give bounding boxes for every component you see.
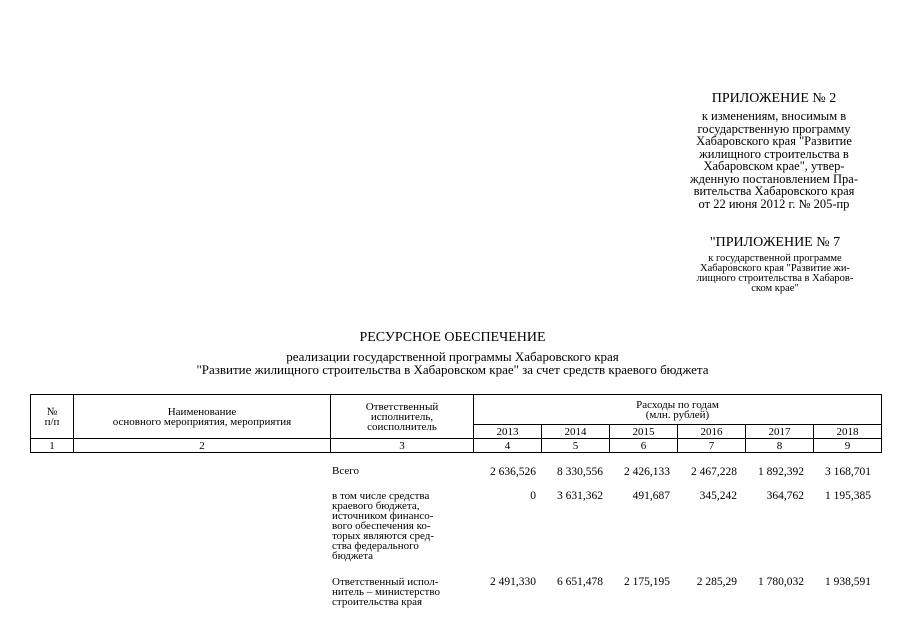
value-2018: 1 938,591 xyxy=(825,576,871,588)
appendix-7-block xyxy=(670,236,880,294)
appendix-2-line: Хабаровском крае", утвер- xyxy=(703,159,845,173)
value-2017: 1 780,032 xyxy=(758,576,804,588)
header-year: 2014 xyxy=(542,425,610,439)
appendix-2-line: жденную постановлением Пра- xyxy=(689,171,858,186)
appendix-7-line: к государственной программе xyxy=(708,253,842,264)
header-col-number: № п/п xyxy=(31,395,74,439)
value-2016: 345,242 xyxy=(699,490,737,502)
appendix-2-heading: ПРИЛОЖЕНИЕ № 2 xyxy=(711,91,837,106)
value-2014: 8 330,556 xyxy=(557,466,603,478)
row-label: в том числе средства краевого бюджета, источником финансо- вого обеспечения ко- торых являются сред- ства федерального бюджета xyxy=(332,490,435,562)
value-2013: 2 491,330 xyxy=(490,576,536,588)
table-row xyxy=(30,489,885,575)
value-2014: 3 631,362 xyxy=(557,490,603,502)
index-cell: 3 xyxy=(331,439,474,453)
header-col-name: Наименование основного мероприятия, мероприятия xyxy=(74,395,331,439)
document-subtitle-line1: реализации государственной программы Хабаровского края xyxy=(286,349,619,364)
appendix-7-line: Хабаровского края "Развитие жи- xyxy=(700,263,850,274)
value-2014: 6 651,478 xyxy=(557,576,603,588)
header-year: 2016 xyxy=(678,425,746,439)
header-year: 2013 xyxy=(474,425,542,439)
document-subtitle-line2: "Развитие жилищного строительства в Хабаровском крае" за счет средств краевого бюджета xyxy=(196,362,709,377)
row-label: Всего xyxy=(332,465,359,477)
appendix-2-line: к изменениям, вносимым в xyxy=(701,109,847,123)
value-2015: 2 175,195 xyxy=(624,576,670,588)
appendix-7-line: лищного строительства в Хабаров- xyxy=(696,273,854,284)
value-2013: 0 xyxy=(530,490,536,502)
index-cell: 5 xyxy=(542,439,610,453)
appendix-2-block xyxy=(660,92,888,210)
appendix-7-line: ском крае" xyxy=(751,283,799,294)
header-year: 2018 xyxy=(814,425,882,439)
index-cell: 8 xyxy=(746,439,814,453)
header-col-expenses: Расходы по годам (млн. рублей) xyxy=(474,395,882,425)
index-cell: 7 xyxy=(678,439,746,453)
appendix-2-line: от 22 июня 2012 г. № 205-пр xyxy=(698,196,850,211)
appendix-2-line: жилищного строительства в xyxy=(699,146,849,161)
header-col-executor: Ответственный исполнитель, соисполнитель xyxy=(331,395,474,439)
value-2018: 1 195,385 xyxy=(825,490,871,502)
row-label: Ответственный испол- нитель – министерство строительства края xyxy=(332,576,440,608)
index-cell: 1 xyxy=(31,439,74,453)
header-year: 2017 xyxy=(746,425,814,439)
appendix-2-line: государственную программу xyxy=(697,121,851,136)
table-row xyxy=(30,575,885,615)
value-2015: 2 426,133 xyxy=(624,466,670,478)
value-2017: 1 892,392 xyxy=(758,466,804,478)
index-cell: 9 xyxy=(814,439,882,453)
index-cell: 4 xyxy=(474,439,542,453)
header-year: 2015 xyxy=(610,425,678,439)
value-2015: 491,687 xyxy=(632,490,670,502)
appendix-2-line: вительства Хабаровского края xyxy=(693,184,855,198)
index-cell: 2 xyxy=(74,439,331,453)
appendix-7-text xyxy=(670,254,880,294)
value-2016: 2 285,29 xyxy=(696,576,737,588)
appendix-2-text xyxy=(660,110,888,210)
appendix-2-line: Хабаровского края "Развитие xyxy=(696,134,852,148)
value-2018: 3 168,701 xyxy=(825,466,871,478)
value-2016: 2 467,228 xyxy=(691,466,737,478)
table-row xyxy=(30,463,885,489)
table-body xyxy=(30,463,885,615)
document-title: РЕСУРСНОЕ ОБЕСПЕЧЕНИЕ xyxy=(359,330,546,345)
resource-table-header xyxy=(30,394,882,453)
value-2013: 2 636,526 xyxy=(490,466,536,478)
value-2017: 364,762 xyxy=(766,490,804,502)
index-cell: 6 xyxy=(610,439,678,453)
appendix-7-heading: "ПРИЛОЖЕНИЕ № 7 xyxy=(709,235,841,250)
